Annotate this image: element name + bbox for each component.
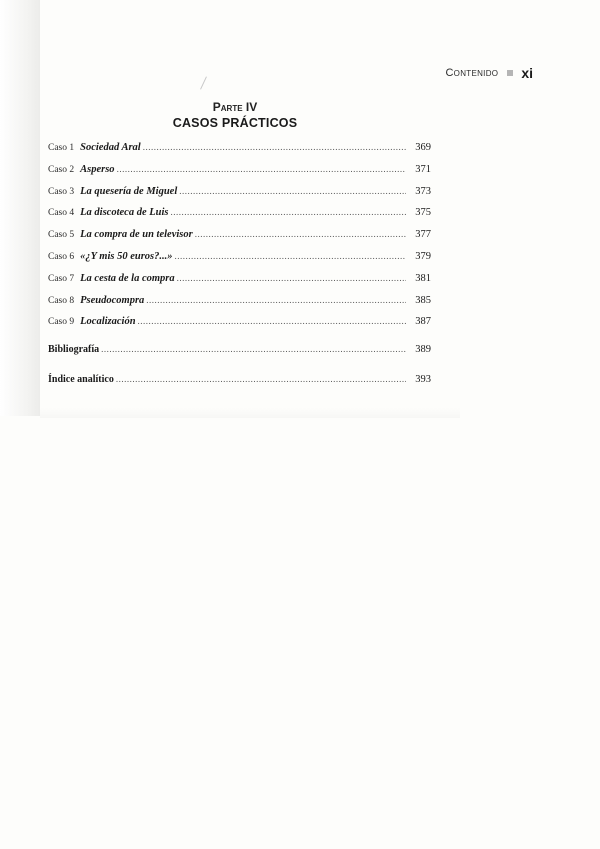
toc-entry-case-7[interactable] bbox=[48, 273, 431, 295]
case-label: Caso 4 bbox=[48, 208, 75, 219]
index-title: Índice analítico bbox=[48, 373, 114, 385]
toc-entry-case-5[interactable] bbox=[48, 229, 431, 251]
toc-entry-case-2[interactable] bbox=[48, 164, 431, 186]
case-label: Caso 1 bbox=[48, 143, 75, 153]
page-number: 379 bbox=[415, 250, 431, 262]
page-number: 369 bbox=[415, 142, 431, 153]
toc-entry-case-1[interactable] bbox=[48, 142, 431, 164]
part-title: CASOS PRÁCTICOS bbox=[172, 116, 298, 130]
stray-pen-mark bbox=[200, 76, 207, 89]
dot-leader bbox=[177, 273, 406, 283]
case-title: Sociedad Aral bbox=[80, 142, 141, 153]
case-label: Caso 8 bbox=[48, 295, 75, 306]
page-number: 381 bbox=[415, 272, 431, 284]
case-label: Caso 9 bbox=[48, 317, 75, 328]
toc-entry-case-9[interactable] bbox=[48, 316, 431, 338]
page-folio: xi bbox=[521, 65, 533, 81]
toc-entry-case-3[interactable] bbox=[48, 186, 431, 208]
bibliography-title: Bibliografía bbox=[48, 344, 100, 356]
dot-leader bbox=[195, 229, 406, 239]
page-number: 385 bbox=[415, 294, 431, 306]
running-head bbox=[445, 65, 533, 81]
dot-leader bbox=[179, 186, 406, 196]
case-title: La cesta de la compra bbox=[80, 272, 175, 284]
case-title: «¿Y mis 50 euros?...» bbox=[80, 250, 173, 262]
dot-leader bbox=[175, 251, 407, 261]
case-label: Caso 2 bbox=[48, 164, 75, 175]
dot-leader bbox=[138, 316, 406, 326]
dot-leader bbox=[116, 374, 406, 384]
scan-edge-shadow bbox=[0, 0, 40, 416]
dot-leader bbox=[170, 207, 406, 217]
case-label: Caso 7 bbox=[48, 273, 75, 284]
dot-leader bbox=[117, 164, 406, 174]
running-head-label: Contenido bbox=[445, 67, 499, 79]
part-heading bbox=[130, 99, 340, 132]
case-title: La quesería de Miguel bbox=[80, 185, 178, 197]
page-number: 377 bbox=[415, 229, 431, 241]
page-number: 371 bbox=[415, 163, 431, 175]
page-number: 389 bbox=[415, 344, 431, 356]
table-of-contents bbox=[48, 142, 431, 396]
toc-entry-index[interactable] bbox=[48, 374, 431, 396]
page-number: 393 bbox=[415, 373, 431, 385]
case-title: La compra de un televisor bbox=[80, 229, 193, 241]
page-number: 387 bbox=[415, 316, 431, 328]
case-label: Caso 5 bbox=[48, 230, 75, 241]
toc-entry-case-6[interactable] bbox=[48, 251, 431, 273]
square-bullet-icon bbox=[507, 70, 513, 76]
toc-entry-case-4[interactable] bbox=[48, 207, 431, 229]
toc-entry-case-8[interactable] bbox=[48, 295, 431, 317]
dot-leader bbox=[143, 142, 406, 152]
case-label: Caso 6 bbox=[48, 251, 75, 262]
page-number: 373 bbox=[415, 185, 431, 197]
case-title: Pseudocompra bbox=[80, 294, 145, 306]
dot-leader bbox=[146, 295, 406, 305]
scan-bottom-shadow bbox=[40, 408, 460, 418]
dot-leader bbox=[101, 344, 406, 354]
case-title: Asperso bbox=[80, 163, 115, 175]
toc-entry-bibliography[interactable] bbox=[48, 344, 431, 366]
case-title: La discoteca de Luis bbox=[80, 207, 169, 219]
page-number: 375 bbox=[415, 207, 431, 219]
case-label: Caso 3 bbox=[48, 186, 75, 197]
case-title: Localización bbox=[80, 316, 136, 328]
part-label: Parte IV bbox=[212, 100, 258, 114]
